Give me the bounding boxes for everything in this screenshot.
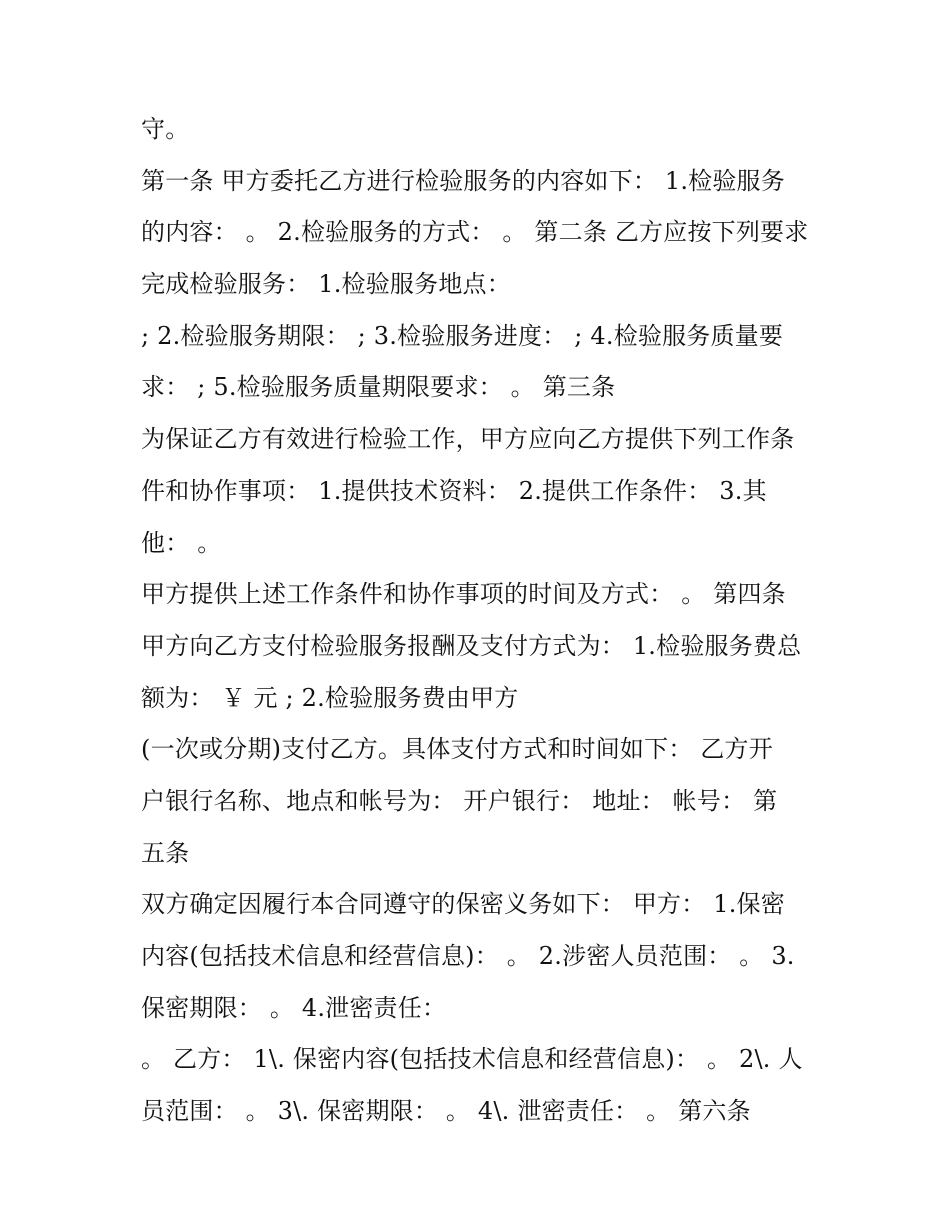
text-line: 。 乙方： 1\. 保密内容(包括技术信息和经营信息)： 。 2\. 人: [141, 1045, 803, 1074]
text-line: ; 2.检验服务期限： ; 3.检验服务进度： ; 4.检验服务质量要: [141, 321, 784, 350]
text-line: 完成检验服务： 1.检验服务地点：: [141, 270, 511, 299]
text-line: 户银行名称、地点和帐号为： 开户银行： 地址： 帐号： 第: [141, 786, 778, 815]
text-line: 甲方向乙方支付检验服务报酬及支付方式为： 1.检验服务费总: [141, 631, 802, 660]
text-line: 守。: [141, 115, 190, 143]
text-line: 员范围： 。 3\. 保密期限： 。 4\. 泄密责任： 。 第六条: [141, 1097, 751, 1126]
text-line: 内容(包括技术信息和经营信息)： 。 2.涉密人员范围： 。 3.: [141, 942, 795, 970]
text-line: 五条: [141, 838, 190, 867]
text-line: 他： 。: [141, 528, 222, 557]
text-line: 额为： ￥ 元 ; 2.检验服务费由甲方: [141, 683, 519, 712]
text-line: 的内容： 。 2.检验服务的方式： 。 第二条 乙方应按下列要求: [141, 218, 809, 247]
text-line: (一次或分期)支付乙方。具体支付方式和时间如下： 乙方开: [141, 735, 773, 764]
text-line: 为保证乙方有效进行检验工作，甲方应向乙方提供下列工作条: [141, 425, 795, 454]
text-line: 件和协作事项： 1.提供技术资料： 2.提供工作条件： 3.其: [141, 476, 767, 505]
contract-text: [141, 104, 821, 1138]
text-line: 保密期限： 。 4.泄密责任：: [141, 993, 447, 1022]
text-line: 甲方提供上述工作条件和协作事项的时间及方式： 。 第四条: [141, 580, 786, 609]
text-line: 第一条 甲方委托乙方进行检验服务的内容如下： 1.检验服务: [141, 166, 785, 195]
text-line: 双方确定因履行本合同遵守的保密义务如下： 甲方： 1.保密: [141, 890, 785, 919]
text-line: 求： ; 5.检验服务质量期限要求： 。 第三条: [141, 373, 616, 402]
